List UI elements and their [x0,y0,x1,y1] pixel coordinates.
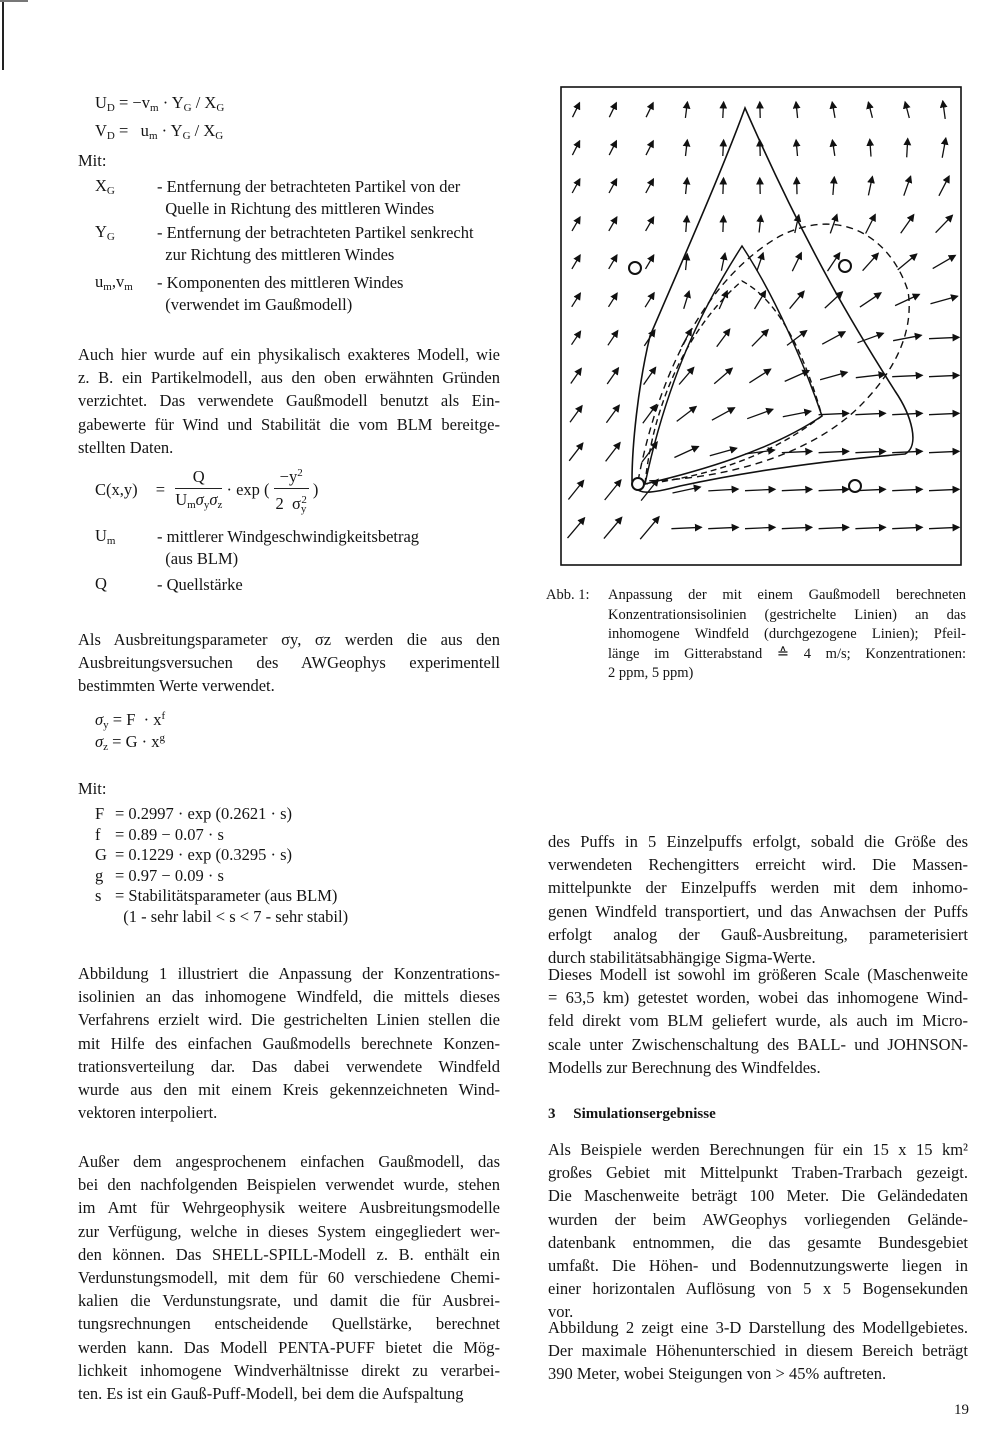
term-um: $U_m$ [95,526,116,547]
text-line: einer horizontalen Auflösung von 5 x 5 Bogensekunden [548,1279,968,1299]
eq-symbol: U [95,93,107,112]
wind-vector-arrow [646,141,653,155]
source-circle-marker [849,480,861,492]
text-line: bei den nachfolgenden Beispielen verwendet wurde, stehen [78,1175,500,1195]
text-line: länge im Gitterabstand ≙ 4 m/s; Konzentrationen: [608,645,966,662]
wind-vector-arrow [907,139,908,158]
exp-denominator: 2 $\sigma_y^2$ [275,494,307,515]
def-um-vm: - Komponenten des mittleren Windes (verwendet im Gaußmodell) [157,273,404,314]
wind-vector-arrow [855,451,885,452]
text-line: lichkeit inhomogene Windverhältnisse direkt zu verarbei- [78,1360,500,1380]
wind-vector-arrow [866,215,876,234]
paragraph-puffs [548,830,968,969]
wind-vector-arrow [943,101,945,119]
eq-part: = −v [119,93,150,112]
text-line: vektoren interpoliert. [78,1103,218,1123]
wind-vector-arrow [832,140,834,156]
wind-vector-arrow [609,141,616,155]
eq-part: · Y [158,93,184,112]
term-yg: $Y_G$ [95,222,115,243]
wind-vector-arrow [572,331,581,344]
fraction-q [175,466,222,516]
text-line: 2 ppm, 5 ppm) [608,665,694,681]
text-line: umfaßt. Die Höhen- und Bodennutzungswerte liegen in [548,1256,968,1276]
text-line: = 63,5 km) getestet worden, wobei das inhomogene Wind- [548,988,968,1008]
paragraph-abbildung-2 [548,1316,968,1386]
text-line: inhomogene Windfeld (durchgezogene Linien); Pfeil- [608,626,966,642]
wind-vector-arrow [782,527,812,528]
wind-vector-arrow [609,255,617,269]
wind-vector-arrow [721,253,725,270]
wind-vector-arrow [606,405,619,422]
def-xg: - Entfernung der betrachteten Partikel von der Quelle in Richtung des mittleren Windes [157,177,461,218]
wind-vector-arrow [714,368,732,384]
wind-vector-arrow [749,369,770,383]
wind-vector-arrow [686,216,687,232]
figure-frame [561,87,961,565]
wind-vector-arrow [929,375,959,376]
dashed-isoline-5ppm [645,281,822,484]
wind-vector-arrow [686,254,688,270]
text-line: Ausbreitungsversuchen des AWGeophys experimentell [78,653,500,673]
text-line: Modells zur Berechnung des Windfeldes. [548,1057,821,1077]
wind-vector-arrow [723,102,724,118]
wind-vector-arrow [830,215,837,234]
wind-vector-arrow [929,489,959,490]
wind-vector-arrow [646,103,653,117]
text-line: Verfahrens erzielt wird. Die gestrichelten Linien stellen die [78,1010,500,1030]
wind-vector-arrow [568,518,585,538]
scan-edge [2,0,4,70]
text-line: Außer dem angesprochenem einfachen Gaußmodell, das [78,1152,500,1171]
parameter-symbol: f [95,824,101,844]
wind-vector-arrow [679,368,694,385]
wind-vector-arrow [863,253,879,270]
wind-vector-arrow [745,527,775,528]
wind-vector-arrow [673,487,701,493]
text-line: datenbank entnommen, die das gesamte Bundesgebiet [548,1232,968,1252]
wind-vector-arrow [671,527,701,528]
eq-sub: G [216,102,225,114]
wind-vector-arrow [572,293,581,307]
text-line: Als Beispiele werden Berechnungen für ein 15 x 15 km² [548,1140,968,1159]
wind-vector-arrow [719,291,727,309]
wind-vector-arrow [819,489,849,490]
wind-vector-arrow [929,337,959,338]
parameter-definition: = 0.1229 · exp (0.3295 · s) [115,845,293,864]
eq-sub: G [182,130,191,142]
wind-vector-arrow [646,217,654,231]
source-circle-marker [629,262,641,274]
wind-vector-arrow [856,374,885,377]
eq-part: = u [119,121,149,140]
paragraph-ausbreitungsparameter [78,628,500,698]
term-q: Q [95,574,107,593]
wind-vector-arrow [643,405,657,424]
wind-vector-arrow [757,253,763,271]
parameter-definition: = 0.97 − 0.09 · s [115,865,224,885]
text-line: Verdunstungsmodell, mit dem für 60 verschiedene Chemi- [78,1268,500,1288]
wind-vector-arrow [646,179,654,193]
wind-vector-arrow [686,140,688,156]
text-line: bestimmten Werte verwendet. [78,676,275,696]
text-line: Auch hier wurde auf ein physikalisch exakteres Modell, wie [78,345,500,364]
wind-vector-arrow [796,102,798,118]
wind-vector-arrow [609,179,617,193]
wind-vector-arrow [572,255,580,269]
wind-vector-arrow [868,177,872,196]
wind-vector-arrow [782,451,812,452]
text-line: isolinien an das inhomogene Windfeld, die mittels dieses [78,987,500,1007]
text-line: stellten Daten. [78,437,174,457]
section-number: 3 [548,1106,556,1122]
wind-vector-arrow [608,331,618,346]
mit-label: Mit: [78,151,107,170]
term-um-vm: $u_m,v_m$ [95,272,133,293]
wind-vector-arrow [752,330,768,347]
definition-list-formula [95,526,515,606]
wind-vector-arrow [870,139,871,156]
parameter-row [95,845,292,865]
wind-vector-arrow [674,447,698,458]
wind-vector-arrow [644,367,656,384]
text-line: im Amt für Wehrgeophysik weitere Ausbreitungsmodelle [78,1198,500,1218]
parameter-row [95,825,224,845]
text-line: verzichtet. Das verwendete Gaußmodell benutzt als Ein- [78,391,500,411]
text-line: Konzentrationsisolinien (gestrichelte Linien) an das [608,606,966,623]
wind-vector-arrow [723,140,724,156]
text-line: gabewerte für Wind und Stabilität die vom BLM bereitge- [78,414,500,434]
text-line: zur Verfügung, welche in dieses System eingegliedert wer- [78,1221,500,1241]
figure-wind-field [560,86,964,568]
wind-vector-arrow [819,527,849,528]
wind-vector-arrow [790,291,804,308]
text-line: tungsrechnungen entscheidende Quellstärke, berechnet [78,1314,500,1334]
wind-vector-arrow [868,102,872,118]
eq-sub: D [106,130,115,142]
text-line: ten. Es ist ein Gauß-Puff-Modell, bei dem die Aufspaltung [78,1384,464,1404]
section-title: Simulationsergebnisse [573,1106,716,1122]
wind-vector-arrow [822,332,845,344]
wind-vector-arrow [747,409,773,418]
wind-vector-arrow [717,329,730,347]
term-xg: $X_G$ [95,176,115,197]
wind-vector-arrow [569,443,583,461]
wind-vector-arrow [607,368,618,384]
wind-vector-arrow [855,413,885,414]
eq-part: · Y [157,121,183,140]
wind-vector-arrow [686,178,688,194]
text-line: genen Windfeld transportiert, und das Anwachsen der Puffs [548,901,968,921]
parameter-definition: = 0.89 − 0.07 · s [115,824,224,844]
wind-vector-arrow [573,103,580,117]
wind-vector-arrow [855,527,885,528]
wind-vector-arrow [568,481,583,500]
text-line: den können. Das SHELL-SPILL-Modell z. B. enthält ein [78,1244,500,1264]
wind-vector-arrow [936,215,953,232]
wind-vector-arrow [905,102,909,118]
wind-vector-arrow [929,413,959,414]
text-line: Abbildung 2 zeigt eine 3-D Darstellung des Modellgebietes. [548,1318,968,1337]
wind-vector-arrow [860,293,881,307]
text-line: verwendeten Rechengitters erreicht wird. Die Massen- [548,855,968,875]
wind-vector-arrow [893,335,921,340]
parameter-row [95,886,337,906]
parameter-definition: = Stabilitätsparameter (aus BLM) [115,886,338,905]
eq-sub: m [148,130,158,142]
def-um: - mittlerer Windgeschwindigkeitsbetrag (aus BLM) [157,527,420,568]
wind-vector-arrow [605,480,621,500]
equation-concentration [95,462,318,520]
parameter-row [95,804,292,824]
text-line: des Puffs in 5 Einzelpuffs erfolgt, sobald die Größe des [548,832,968,851]
parameter-symbol: G [95,845,107,864]
wind-vectors [568,101,960,539]
parameter-symbol: s [95,886,102,905]
equation-ud [95,92,224,119]
wind-vector-arrow [677,407,696,422]
wind-vector-arrow [708,527,738,528]
wind-vector-arrow [942,138,946,158]
numerator: Q [175,466,222,489]
text-line: durch stabilitätsabhängige Sigma-Werte. [548,948,816,968]
scan-edge-top [0,0,28,2]
parameter-symbol: F [95,804,105,823]
text-line: feld direkt vom BLM geliefert wurde, als auch im Micro- [548,1011,968,1031]
eq-sub: m [150,102,159,114]
exp-function: · exp ( [226,479,270,499]
source-circle-marker [632,478,644,490]
exp-numerator: $-y^2$ [274,462,309,489]
paragraph-auch-hier [78,343,500,459]
wind-vector-arrow [609,103,616,117]
eq-symbol: V [95,121,107,140]
parameter-row [95,866,224,886]
parameter-definition: (1 - sehr labil < s < 7 - sehr stabil) [115,906,349,926]
def-q: - Quellstärke [157,575,243,594]
wind-vector-arrow [832,102,835,118]
wind-vector-arrow [819,413,849,414]
wind-vector-arrow [708,489,738,491]
denominator: $U_m\sigma_y\sigma_z$ [175,490,223,511]
wind-vector-arrow [684,291,689,309]
figure-caption [608,586,966,684]
paragraph-beispiele [548,1138,968,1324]
eq-sub: G [183,102,192,114]
wind-vector-arrow [645,293,654,307]
wind-vector-arrow [723,216,724,232]
wind-vector-arrow [828,253,840,271]
source-circle-marker [839,260,851,272]
wind-vector-arrow [783,411,811,417]
eq-lhs: C(x,y) [95,479,138,499]
wind-vector-arrow [604,517,622,538]
text-line: scale unter Zwischenschaltung des BALL- und JOHNSON- [548,1034,968,1054]
wind-vector-arrow [609,217,617,231]
text-line: Abbildung 1 illustriert die Anpassung der Konzentrations- [78,964,500,983]
parameter-symbol: g [95,865,104,885]
parameter-list [95,804,515,934]
paragraph-abbildung-1 [78,962,500,1124]
definition-list-variables [95,176,515,316]
eq-sub: G [215,130,224,142]
wind-vector-arrow [572,179,580,193]
text-line: Die Maschenweite beträgt 100 Meter. Die Geländedaten [548,1186,968,1206]
wind-vector-arrow [782,489,812,490]
wind-vector-arrow [931,296,958,304]
wind-vector-arrow [609,293,618,307]
wind-vector-arrow [640,517,659,539]
wind-vector-arrow [929,451,959,452]
equation-vd [95,120,223,147]
paragraph-dieses-modell [548,963,968,1079]
wind-vector-arrow [710,448,737,456]
text-line: Dieses Modell ist sowohl im größeren Scale (Maschenweite [548,965,968,984]
wind-vector-arrow [792,253,801,271]
wind-vector-arrow [820,372,847,379]
text-line: großes Gebiet mit Mittelpunkt Traben-Trarbach gezeigt. [548,1163,968,1183]
eq-part: / X [191,93,217,112]
wind-vector-arrow [570,406,582,422]
wind-vector-arrow [892,527,922,528]
wind-vector-arrow [904,176,911,195]
eq-sub: D [106,102,115,114]
text-line: werden kann. Das Modell PENTA-PUFF bietet die Mög- [78,1337,500,1357]
figure-label: Abb. 1: [546,587,590,603]
text-line: kalien die Verdunstungsrate, und damit die für Ausbrei- [78,1291,500,1311]
text-line: Der maximale Höhenunterschied in diesem Bereich beträgt [548,1341,968,1361]
text-line: wurden der beim AWGeophys vorliegenden Gelände- [548,1209,968,1229]
text-line: 390 Meter, wobei Steigungen von > 45% auftreten. [548,1364,887,1384]
text-line: erfolgt analog der Gauß-Ausbreitung, parameterisiert [548,924,968,944]
text-line: Als Ausbreitungsparameter σy, σz werden die aus den [78,630,500,649]
wind-vector-arrow [892,375,922,376]
wind-vector-arrow [685,102,687,118]
text-line: vor. [548,1302,574,1322]
text-line: trationsverteilung dar. Das dabei verwendete Windfeld [78,1056,500,1076]
parameter-row [95,907,348,927]
eq-equals: = [155,479,166,499]
text-line: mit Hilfe des einfachen Gaußmodells berechnete Konzen- [78,1033,500,1053]
parameter-definition: = 0.2997 · exp (0.2621 · s) [115,804,293,823]
wind-vector-arrow [929,527,959,528]
wind-vector-arrow [898,254,917,270]
wind-vector-arrow [901,215,914,234]
wind-vector-arrow [819,451,849,452]
wind-vector-arrow [933,255,956,268]
wind-vector-arrow [572,217,580,231]
wind-vector-arrow [895,294,919,305]
def-yg: - Entfernung der betrachteten Partikel senkrecht zur Richtung des mittleren Windes [157,223,474,264]
close-paren: ) [312,479,319,499]
text-line: z. B. ein Partikelmodell, aus den oben erwähnten Gründen [78,368,500,388]
text-line: mittelpunkte der Einzelpuffs werden mit dem inhomo- [548,878,968,898]
text-line: wurde aus den mit einem Kreis gekennzeichneten Wind- [78,1080,500,1100]
wind-vector-arrow [646,255,654,269]
wind-vector-arrow [939,176,949,196]
mit-label-2: Mit: [78,779,107,798]
section-heading [548,1106,716,1123]
wind-vector-arrow [745,489,775,490]
wind-vector-arrow [606,443,620,462]
wind-vector-arrow [571,369,581,384]
wind-vector-arrow [796,140,797,156]
wind-vector-arrow [572,141,579,155]
eq-part: / X [190,121,216,140]
equation-sigma-z: $\sigma_z = G \cdot x^g$ [95,732,165,753]
paragraph-ausser [78,1150,500,1405]
equation-sigma-y: $\sigma_y = F \cdot x^f$ [95,710,166,731]
fraction-exponent [274,462,309,520]
wind-vector-arrow [759,216,761,233]
wind-vector-arrow [712,408,735,420]
text-line: Anpassung der mit einem Gaußmodell berechneten [608,587,966,603]
wind-vector-arrow [723,178,724,194]
page-number: 19 [954,1402,969,1418]
wind-vector-arrow [833,177,834,195]
wind-vector-arrow [892,489,922,490]
